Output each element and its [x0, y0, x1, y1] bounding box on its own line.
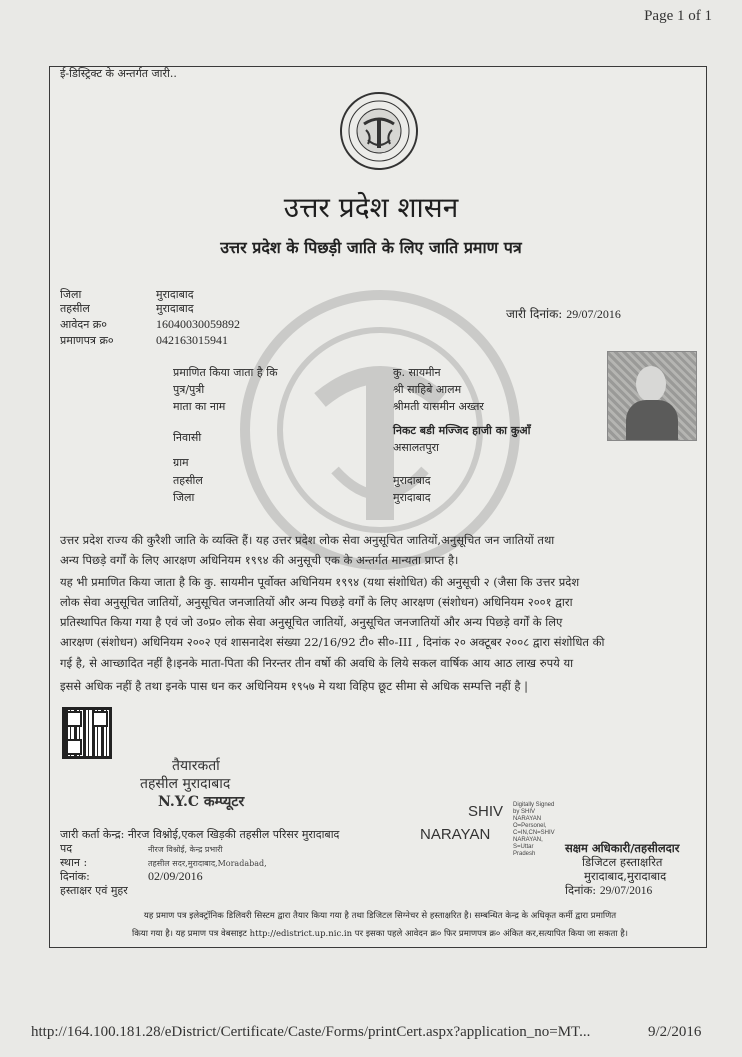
certificate-label: प्रमाणपत्र क्र० — [60, 334, 114, 347]
meta-district — [60, 287, 194, 302]
issue-date — [506, 305, 621, 322]
dsig-line: C=IN,CN=SHIV — [513, 830, 555, 836]
paragraph-line: इससे अधिक नहीं है तथा इनके पास धन कर अधिनियम १९५७ मे यथा विहिप छूट सीमा से अधिक सम्पत्ति नहीं है | — [60, 679, 529, 693]
issuer-date-label: दिनांक: — [60, 870, 90, 883]
photo-body — [626, 400, 678, 440]
stamp-line-1: तैयारकर्ता — [172, 758, 220, 774]
qr-marker — [92, 711, 108, 727]
field-label: तहसील — [173, 474, 203, 487]
paragraph-line: यह भी प्रमाणित किया जाता है कि कु. सायमीन पूर्वोक्त अधिनियम १९९४ (यथा संशोधित) की अनुसूची २ (जैसा कि उत्तर प्रदेश — [60, 575, 580, 589]
field-value: कु. सायमीन — [393, 366, 441, 379]
issuer-center — [60, 827, 339, 842]
certificate-title: उत्तर प्रदेश के पिछड़ी जाति के लिए जाति प्रमाण पत्र — [220, 238, 522, 257]
issuer-place-label: स्थान : — [60, 856, 88, 869]
application-label: आवेदन क्र० — [60, 318, 107, 331]
issue-date-value: 29/07/2016 — [566, 307, 621, 321]
page-number: Page 1 of 1 — [644, 8, 712, 24]
print-date: 9/2/2016 — [648, 1024, 702, 1040]
field-label: माता का नाम — [173, 400, 226, 413]
dsig-line: S=Uttar — [513, 844, 534, 850]
issuer-place — [60, 855, 267, 870]
paragraph-line: आरक्षण (संशोधन) अधिनियम २००२ एवं शासनादेश संख्या 22/16/92 टी० सी०-III , दिनांक २० अक्टूबर २००८ द्वारा संशोधित की — [60, 635, 605, 649]
application-value: 16040030059892 — [156, 317, 240, 331]
issuer-post — [60, 841, 223, 856]
authority-line-1: सक्षम अधिकारी/तहसीलदार — [565, 841, 680, 855]
dsig-line: NARAYAN, — [513, 837, 543, 843]
issuer-sign-label: हस्ताक्षर एवं मुहर — [60, 884, 128, 897]
authority-date-value: 29/07/2016 — [599, 885, 653, 897]
issuer-date — [60, 869, 203, 884]
field-value: मुरादाबाद — [393, 491, 431, 504]
district-value: मुरादाबाद — [156, 288, 194, 301]
qr-code — [62, 707, 112, 759]
tehsil-label: तहसील — [60, 302, 90, 315]
paragraph-line: लोक सेवा अनुसूचित जातियों, अनुसूचित जनजातियों और अन्य पिछड़े वर्गों के लिए आरक्षण (संशोधन) अधिनियम २००१ द्वारा — [60, 595, 573, 609]
authority-date — [565, 883, 652, 898]
dsig-details — [513, 802, 555, 858]
issuer-post-label: पद — [60, 842, 73, 855]
field-label: निवासी — [173, 431, 202, 444]
stamp-line-2: तहसील मुरादाबाद — [140, 776, 231, 792]
qr-marker — [66, 711, 82, 727]
issuer-date-value: 02/09/2016 — [148, 869, 203, 883]
field-value: श्रीमती यासमीन अख्तर — [393, 400, 484, 413]
applicant-photo — [607, 351, 697, 441]
issuer-place-value: तहसील सदर,मुरादाबाद,Moradabad, — [148, 859, 267, 868]
field-value: असालतपुरा — [393, 441, 440, 454]
certificate-value: 042163015941 — [156, 333, 228, 347]
paragraph-line: प्रतिस्थापित किया गया है एवं जो उ०प्र० लोक सेवा अनुसूचित जातियों, अनुसूचित जनजातियों और अन्य पिछड़े वर्गों के लिए — [60, 615, 563, 629]
authority-line-2: डिजिटल हस्ताक्षरित — [582, 855, 663, 869]
meta-certificate — [60, 333, 228, 348]
field-value: निकट बडी मज्जिद हाजी का कुआँ — [393, 424, 531, 437]
tehsil-value: मुरादाबाद — [156, 302, 194, 315]
issuer-center-value: नीरज विश्नोई,एकल खिड़की तहसील परिसर मुरादाबाद — [127, 828, 340, 841]
authority-date-label: दिनांक: — [565, 883, 597, 897]
field-label: प्रमाणित किया जाता है कि — [173, 366, 278, 379]
stamp-line-3: N.Y.C कम्प्यूटर — [158, 794, 245, 810]
dsig-line: Pradesh — [513, 851, 536, 857]
district-label: जिला — [60, 288, 82, 301]
header-note: ई-डिस्ट्रिक्ट के अन्तर्गत जारी.. — [60, 67, 177, 80]
note-line: किया गया है। यह प्रमाण पत्र वेबसाइट http://edistrict.up.nic.in पर इसका पहले आवेदन क्र० फिर प्रमाणपत्र क्र० अंकित कर,सत्यापित किया जा सकता है। — [132, 929, 628, 939]
government-title: उत्तर प्रदेश शासन — [283, 191, 459, 224]
dsig-line: O=Personel, — [513, 823, 547, 829]
dsig-line: Digitally Signed — [513, 802, 555, 808]
dsig-name-top: SHIV — [468, 803, 504, 820]
note-line: यह प्रमाण पत्र इलेक्ट्रॉनिक डिलिवरी सिस्टम द्वारा तैयार किया गया है तथा डिजिटल सिग्नेचर से हस्ताक्षरित है। सम्बन्धित केन्द्र के अधिकृत कर्मी द्वारा प्रमाणित — [143, 911, 617, 921]
print-url: http://164.100.181.28/eDistrict/Certificate/Caste/Forms/printCert.aspx?application_no=MT... — [31, 1024, 591, 1040]
dsig-line: by SHIV — [513, 809, 536, 815]
meta-tehsil — [60, 301, 194, 316]
authority-line-3: मुरादाबाद,मुरादाबाद — [584, 869, 667, 883]
paragraph-line: उत्तर प्रदेश राज्य की कुरैशी जाति के व्यक्ति हैं। यह उत्तर प्रदेश लोक सेवा अनुसूचित जातियों,अनुसूचित जन जातियों तथा — [60, 533, 555, 547]
paragraph-line: अन्य पिछड़े वर्गों के लिए आरक्षण अधिनियम १९९४ की अनुसूची एक के अन्तर्गत मान्यता प्राप्त है। — [60, 553, 459, 567]
field-label: पुत्र/पुत्री — [173, 383, 205, 396]
dsig-name-bottom: NARAYAN — [420, 826, 491, 843]
issuer-post-value: नीरज विश्नोई, केन्द्र प्रभारी — [148, 845, 223, 854]
issue-date-label: जारी दिनांक: — [506, 307, 563, 321]
field-value: मुरादाबाद — [393, 474, 431, 487]
qr-marker — [66, 739, 82, 755]
up-emblem-seal — [338, 90, 420, 172]
issuer-center-label: जारी कर्ता केन्द्र: — [60, 828, 125, 841]
field-label: जिला — [173, 491, 195, 504]
paragraph-line: गई है, से आच्छादित नहीं है।इनके माता-पिता की निरन्तर तीन वर्षो की अवधि के लिये सकल वार्षिक आय आठ लाख रुपये या — [60, 656, 574, 670]
photo-face — [636, 366, 666, 402]
dsig-line: NARAYAN — [513, 816, 542, 822]
field-label: ग्राम — [173, 456, 189, 469]
meta-application — [60, 317, 240, 332]
field-value: श्री साहिबे आलम — [393, 383, 462, 396]
